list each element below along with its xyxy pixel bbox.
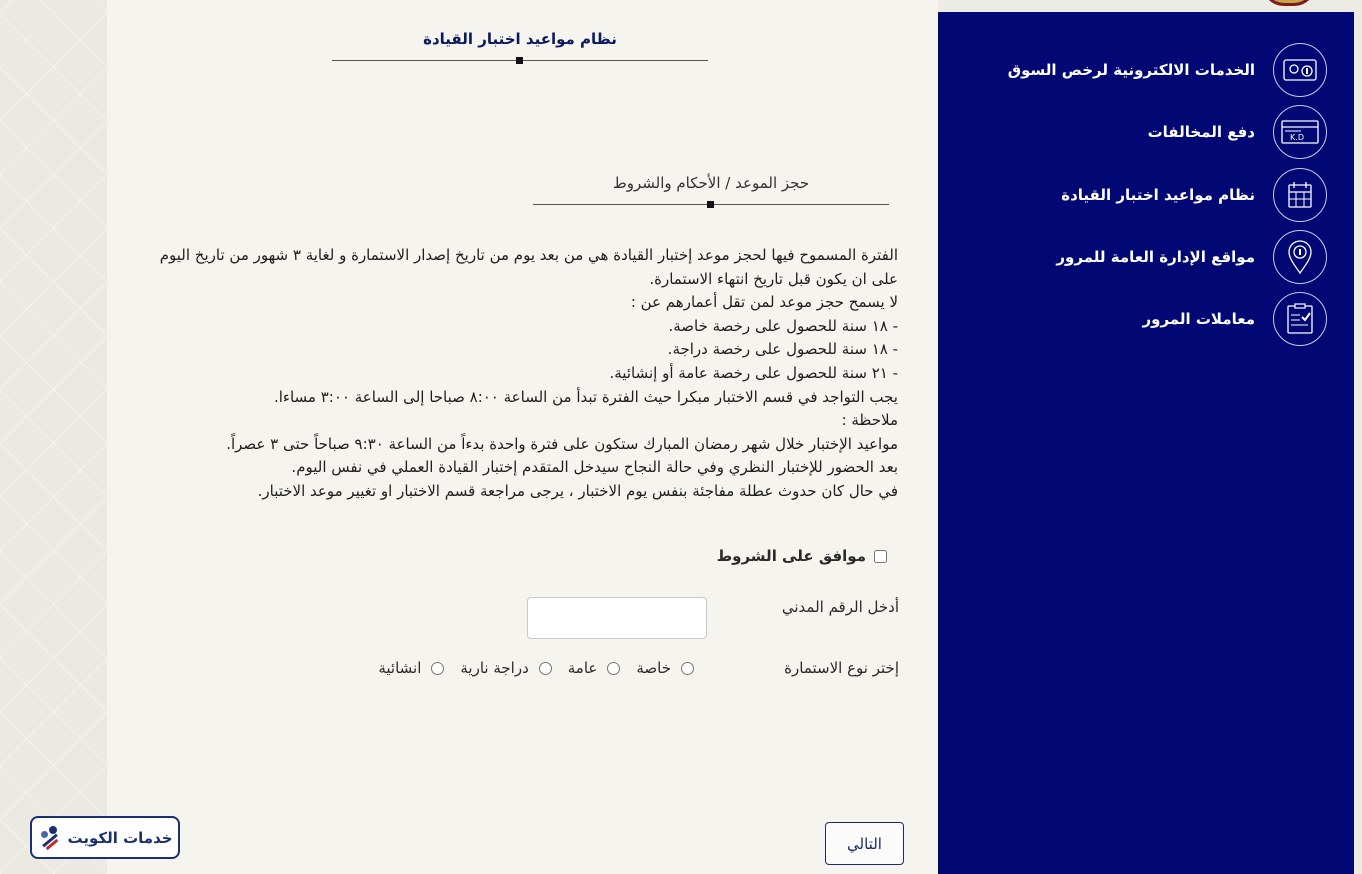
sidebar-item-label: مواقع الإدارة العامة للمرور — [1056, 248, 1255, 266]
sidebar-item-e-services[interactable] — [1007, 43, 1327, 97]
terms-text — [150, 244, 898, 504]
terms-line: ملاحظة : — [841, 411, 898, 430]
form-type-private-radio[interactable] — [681, 662, 694, 675]
form-type-motorcycle-radio[interactable] — [539, 662, 552, 675]
terms-line: - ٢١ سنة للحصول على رخصة عامة أو إنشائية. — [609, 363, 898, 382]
form-type-private-label: خاصة — [636, 659, 671, 677]
form-type-public-radio[interactable] — [607, 662, 620, 675]
form-type-private-option[interactable] — [636, 659, 694, 677]
svg-text:K.D: K.D — [1290, 133, 1304, 142]
sidebar-item-pay-fines[interactable] — [1007, 105, 1327, 159]
page-title: نظام مواعيد اختبار القيادة — [423, 30, 617, 48]
location-pin-icon — [1273, 230, 1327, 284]
form-type-public-label: عامة — [567, 659, 598, 677]
sidebar-item-traffic-transactions[interactable] — [1007, 292, 1327, 346]
page-title-block — [332, 30, 708, 61]
sidebar-item-label: معاملات المرور — [1142, 310, 1255, 328]
form-type-motorcycle-option[interactable] — [460, 659, 551, 677]
terms-line: في حال كان حدوث عطلة مفاجئة بنفس يوم الاختبار ، يرجى مراجعة قسم الاختبار او تغيير موعد الاختبار. — [257, 481, 898, 500]
agree-terms-row[interactable] — [717, 545, 887, 567]
form-type-construction-radio[interactable] — [431, 662, 444, 675]
agree-terms-checkbox[interactable] — [874, 550, 887, 563]
agree-terms-label: موافق على الشروط — [716, 547, 866, 565]
terms-line: بعد الحضور للإختبار النظري وفي حالة النجاح سيدخل المتقدم إختبار القيادة العملي في نفس اليوم. — [291, 458, 898, 477]
form-type-motorcycle-label: دراجة نارية — [460, 659, 529, 677]
terms-line: - ١٨ سنة للحصول على رخصة خاصة. — [668, 316, 898, 335]
sidebar-item-label: نظام مواعيد اختبار القيادة — [1061, 186, 1255, 204]
section-title-block — [533, 174, 889, 205]
terms-line: - ١٨ سنة للحصول على رخصة دراجة. — [667, 340, 898, 359]
license-card-icon — [1273, 43, 1327, 97]
sidebar-item-driving-test[interactable] — [1007, 168, 1327, 222]
form-type-public-option[interactable] — [568, 659, 621, 677]
clipboard-check-icon — [1273, 292, 1327, 346]
emblem-icon — [1262, 0, 1316, 6]
form-type-construction-label: انشائية — [378, 659, 422, 677]
sidebar-item-traffic-locations[interactable] — [1007, 230, 1327, 284]
civil-id-label: أدخل الرقم المدني — [781, 598, 899, 616]
form-type-radio-group — [378, 657, 694, 679]
section-divider — [533, 204, 889, 205]
next-button[interactable]: التالي — [825, 822, 904, 865]
title-divider — [332, 60, 708, 61]
sidebar-item-label: الخدمات الالكترونية لرخص السوق — [1007, 61, 1255, 79]
terms-line: لا يسمح حجز موعد لمن تقل أعمارهم عن : — [630, 293, 898, 312]
civil-id-input[interactable] — [527, 597, 707, 639]
background-pattern — [0, 0, 107, 874]
terms-line: الفترة المسموح فيها لحجز موعد إختبار القيادة هي من بعد يوم من تاريخ إصدار الاستمارة و لغاية ٣ شهور من تاريخ اليوم على ان يكون قبل تاريخ انتهاء الاستمارة. — [159, 246, 898, 288]
kd-card-icon — [1273, 105, 1327, 159]
kuwait-services-logo[interactable] — [30, 816, 180, 859]
sidebar-item-label: دفع المخالفات — [1147, 123, 1255, 141]
calendar-icon — [1273, 168, 1327, 222]
terms-line: يجب التواجد في قسم الاختبار مبكرا حيث الفترة تبدأ من الساعة ٨:٠٠ صباحا إلى الساعة ٣:٠٠ مساءا. — [273, 387, 898, 406]
logo-people-icon — [37, 825, 61, 851]
form-type-construction-option[interactable] — [378, 659, 444, 677]
section-title: حجز الموعد / الأحكام والشروط — [612, 174, 810, 192]
terms-line: مواعيد الإختبار خلال شهر رمضان المبارك ستكون على فترة واحدة بدءاً من الساعة ٩:٣٠ صباحاً حتى ٣ عصراً. — [226, 434, 898, 453]
logo-text: خدمات الكويت — [67, 828, 173, 847]
form-type-label: إختر نوع الاستمارة — [784, 659, 899, 677]
